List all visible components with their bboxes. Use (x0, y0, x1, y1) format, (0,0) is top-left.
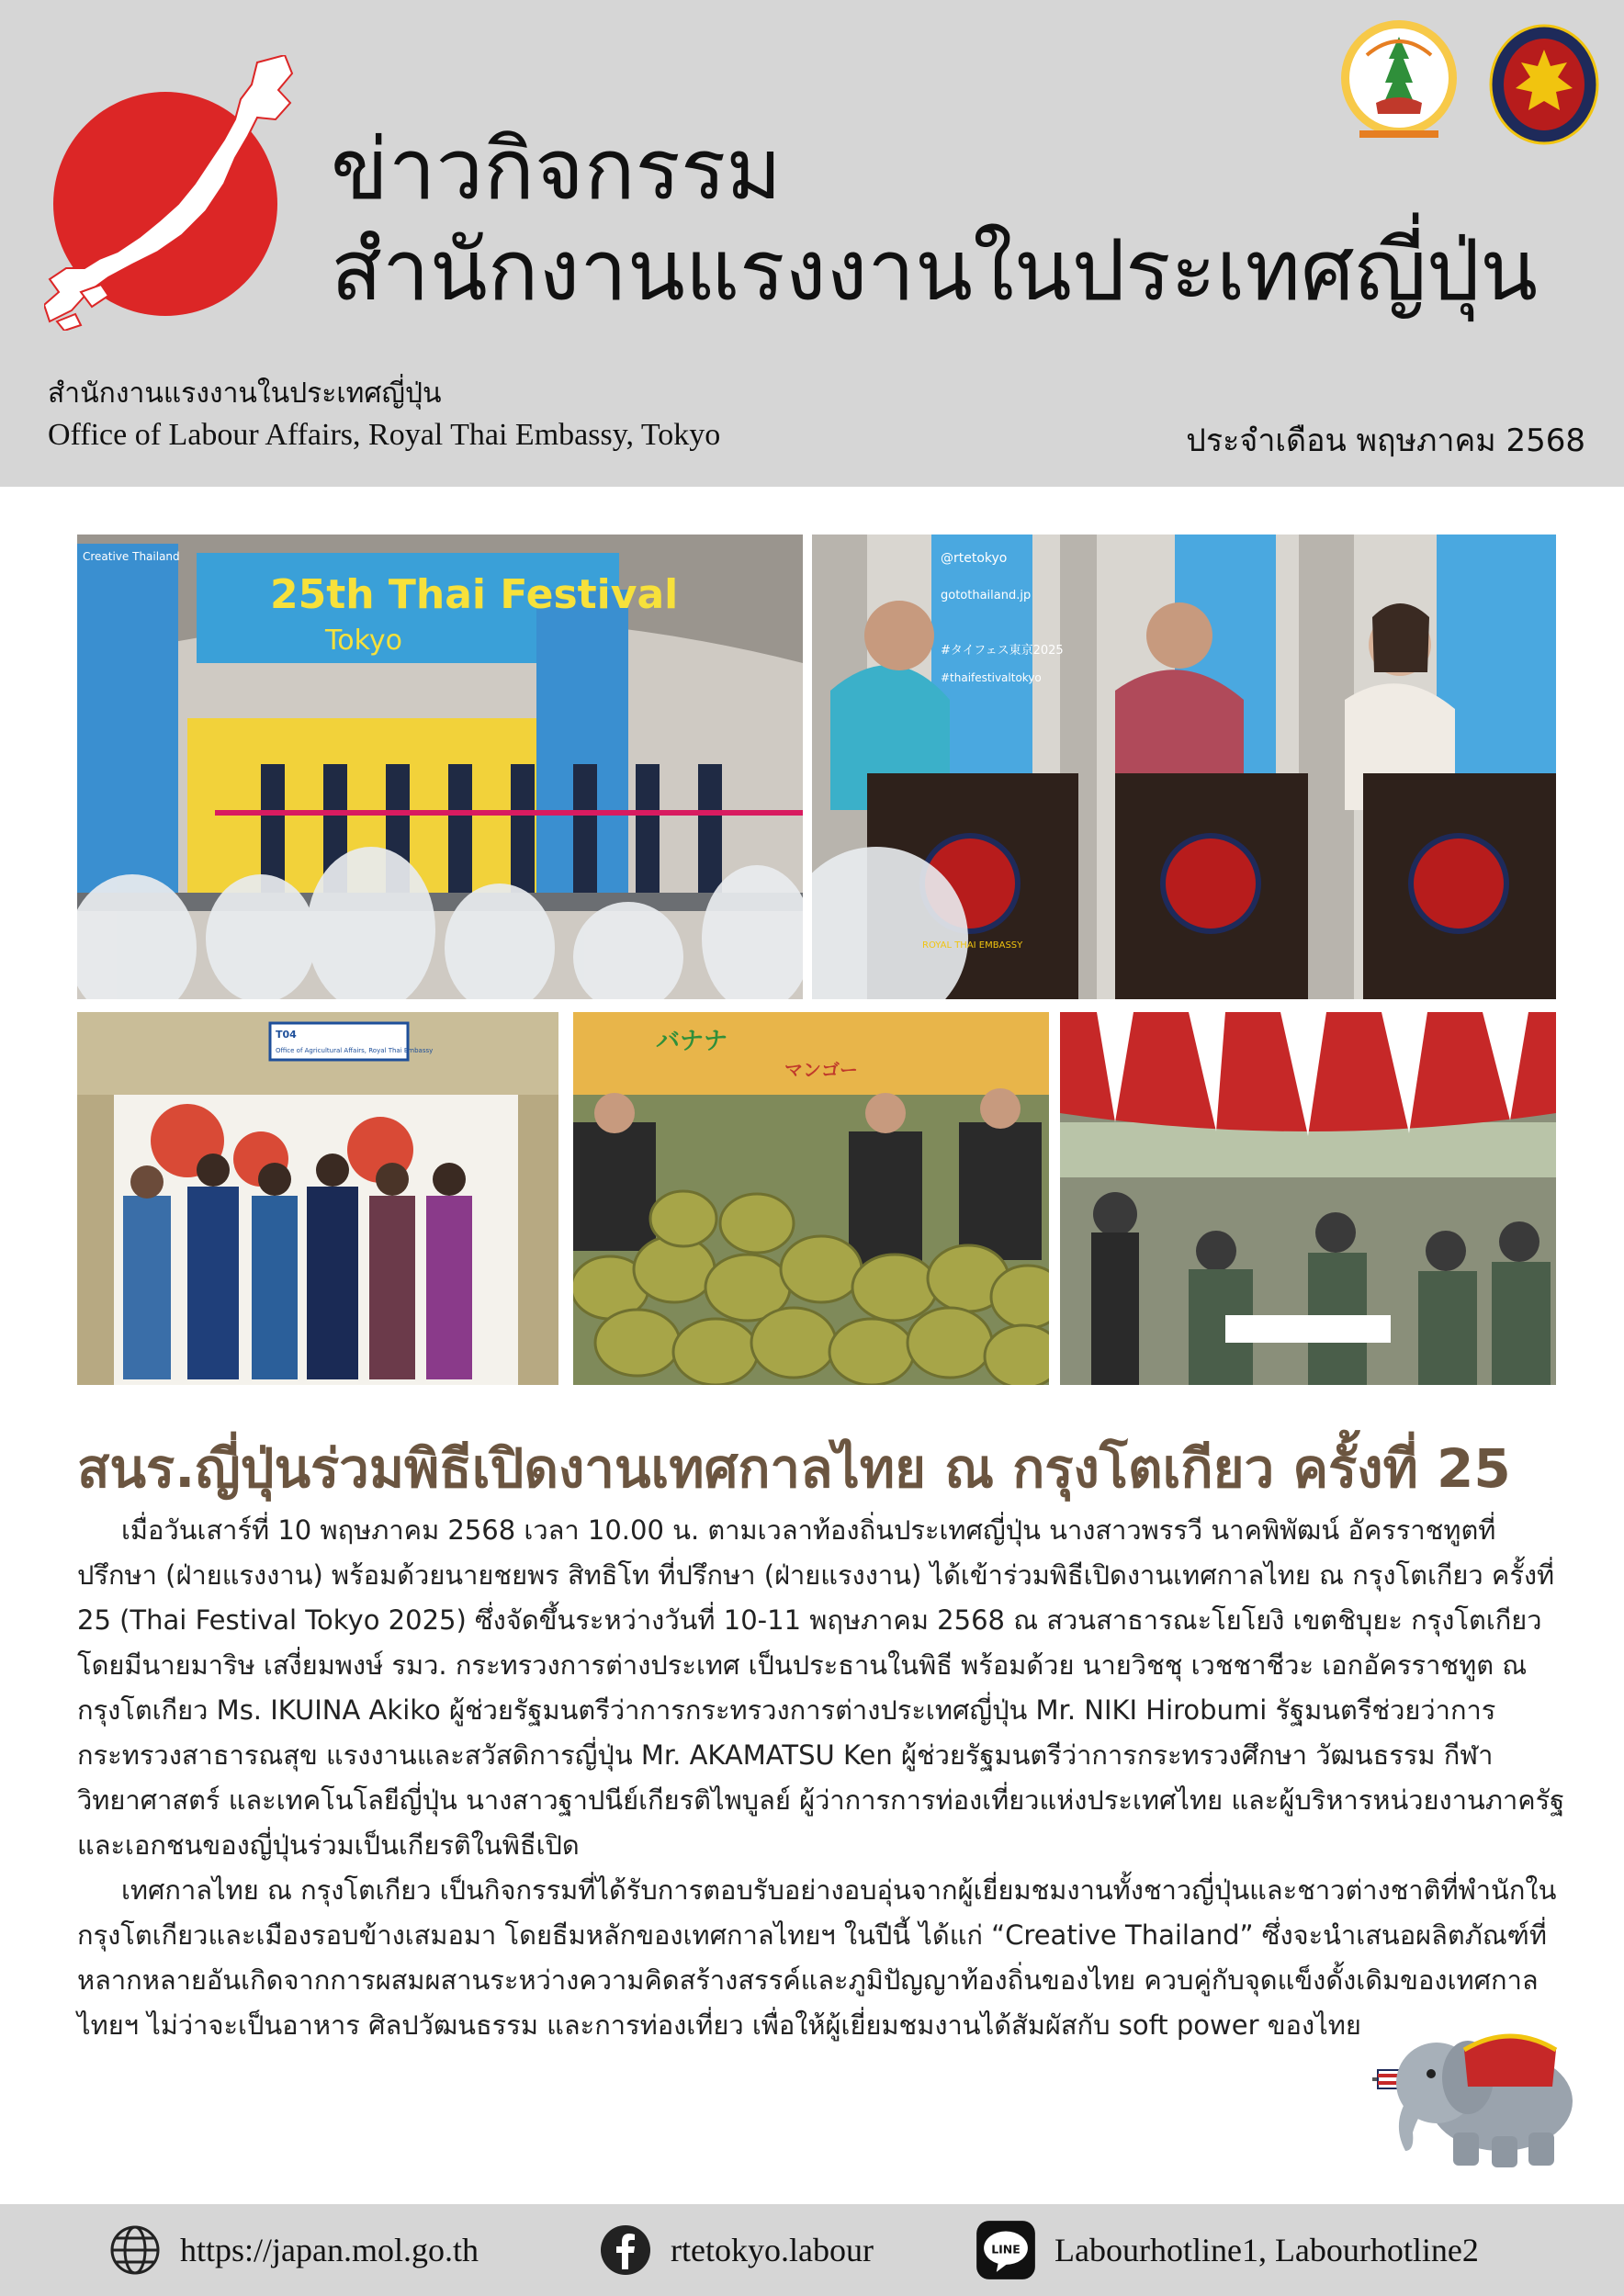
photo-festival-crowd (1060, 1012, 1556, 1385)
podium-banner-tag-2: #thaifestivaltokyo (941, 671, 1042, 684)
article-headline: สนร.ญี่ปุ่นร่วมพิธีเปิดงานเทศกาลไทย ณ กรุงโตเกียว ครั้งที่ 25 (77, 1437, 1511, 1500)
royal-thai-embassy-seal-icon (1484, 22, 1604, 147)
facebook-icon (599, 2223, 652, 2277)
article-paragraph-1: เมื่อวันเสาร์ที่ 10 พฤษภาคม 2568 เวลา 10.00 น. ตามเวลาท้องถิ่นประเทศญี่ปุ่น นางสาวพรรวี นาคพิพัฒน์ อัครราชทูตที่ปรึกษา (ฝ่ายแรงงาน) พร้อมด้วยนายชยพร สิทธิโท ที่ปรึกษา (ฝ่ายแรงงาน) ได้เข้าร่วมพิธีเปิดงานเทศกาลไทย ณ กรุงโตเกียว ครั้งที่ 25 (Thai Festival Tokyo 2025) ซึ่งจัดขึ้นระหว่างวันที่ 10-11 พฤษภาคม 2568 ณ สวนสาธารณะโยโยงิ เขตชิบุยะ กรุงโตเกียว โดยมีนายมาริษ เสงี่ยมพงษ์ รมว. กระทรวงการต่างประเทศ เป็นประธานในพิธี พร้อมด้วย นายวิชชุ เวชชาชีวะ เอกอัครราชทูต ณ กรุงโตเกียว Ms. IKUINA Akiko ผู้ช่วยรัฐมนตรีว่าการกระทรวงการต่างประเทศญี่ปุ่น Mr. NIKI Hirobumi รัฐมนตรีช่วยว่าการกระทรวงสาธารณสุข แรงงานและสวัสดิการญี่ปุ่น Mr. AKAMATSU Ken ผู้ช่วยรัฐมนตรีว่าการกระทรวงศึกษา วัฒนธรรม กีฬา วิทยาศาสตร์ และเทคโนโลยีญี่ปุ่น นางสาวฐาปนีย์เกียรติไพบูลย์ ผู้ว่าการการท่องเที่ยวแห่งประเทศไทย และผู้บริหารหน่วยงานภาครัฐและเอกชนของญี่ปุ่นร่วมเป็นเกียรติในพิธีเปิด (77, 1514, 1565, 1861)
podium-label: ROYAL THAI EMBASSY (922, 940, 1023, 951)
line-icon (976, 2220, 1036, 2280)
line-ids[interactable]: Labourhotline1, Labourhotline2 (1054, 2232, 1479, 2268)
newsletter-subtitle: สำนักงานแรงงานในประเทศญี่ปุ่น (331, 221, 1539, 320)
header-band (0, 0, 1624, 487)
footer-website[interactable] (108, 2204, 479, 2296)
japan-map-sun-logo (44, 55, 320, 331)
durian-sign-banana: バナナ (656, 1028, 728, 1055)
photo-durian-stall (573, 1012, 1049, 1385)
stage-banner-sub: Tokyo (325, 625, 402, 657)
footer-contact-bar (0, 2204, 1624, 2296)
stage-side-banner: Creative Thailand (83, 550, 180, 563)
ministry-of-labour-seal-icon (1339, 18, 1459, 143)
photo-opening-ceremony-stage (77, 535, 803, 999)
thai-elephant-icon (1372, 2013, 1593, 2169)
photo-podium-speeches (812, 535, 1556, 999)
booth-code: T04 (276, 1029, 297, 1041)
footer-facebook[interactable] (599, 2204, 874, 2296)
photo-agricultural-booth-group (77, 1012, 558, 1385)
facebook-handle[interactable]: rtetokyo.labour (671, 2232, 874, 2268)
footer-line[interactable] (976, 2204, 1479, 2296)
website-link[interactable]: https://japan.mol.go.th (180, 2232, 479, 2268)
article-body (77, 1508, 1565, 2048)
podium-banner-site: gotothailand.jp (941, 589, 1032, 602)
globe-icon (108, 2223, 162, 2277)
line-icon-label: LINE (991, 2242, 1021, 2257)
org-name-english: Office of Labour Affairs, Royal Thai Embassy, Tokyo (48, 418, 721, 452)
durian-sign-mango: マンゴー (784, 1059, 858, 1081)
podium-banner-tag: #タイフェス東京2025 (941, 644, 1064, 658)
podium-banner-handle: @rtetokyo (941, 551, 1008, 566)
booth-sign: Office of Agricultural Affairs, Royal Thai Embassy (276, 1047, 434, 1054)
stage-banner-title: 25th Thai Festival (270, 571, 679, 618)
article-paragraph-2: เทศกาลไทย ณ กรุงโตเกียว เป็นกิจกรรมที่ได้รับการตอบรับอย่างอบอุ่นจากผู้เยี่ยมชมงานทั้งชาวญี่ปุ่นและชาวต่างชาติที่พำนักในกรุงโตเกียวและเมืองรอบข้างเสมอมา โดยธีมหลักของเทศกาลไทยฯ ในปีนี้ ได้แก่ “Creative Thailand” ซึ่งจะนำเสนอผลิตภัณฑ์ที่หลากหลายอันเกิดจากการผสมผสานระหว่างความคิดสร้างสรรค์และภูมิปัญญาท้องถิ่นของไทย ควบคู่กับจุดแข็งดั้งเดิมของเทศกาลไทยฯ ไม่ว่าจะเป็นอาหาร ศิลปวัฒนธรรม และการท่องเที่ยว เพื่อให้ผู้เยี่ยมชมงานได้สัมผัสกับ soft power ของไทย (77, 1874, 1557, 2041)
newsletter-title: ข่าวกิจกรรม (331, 120, 782, 219)
issue-date: ประจำเดือน พฤษภาคม 2568 (1186, 422, 1585, 459)
org-name-thai: สำนักงานแรงงานในประเทศญี่ปุ่น (48, 377, 442, 410)
